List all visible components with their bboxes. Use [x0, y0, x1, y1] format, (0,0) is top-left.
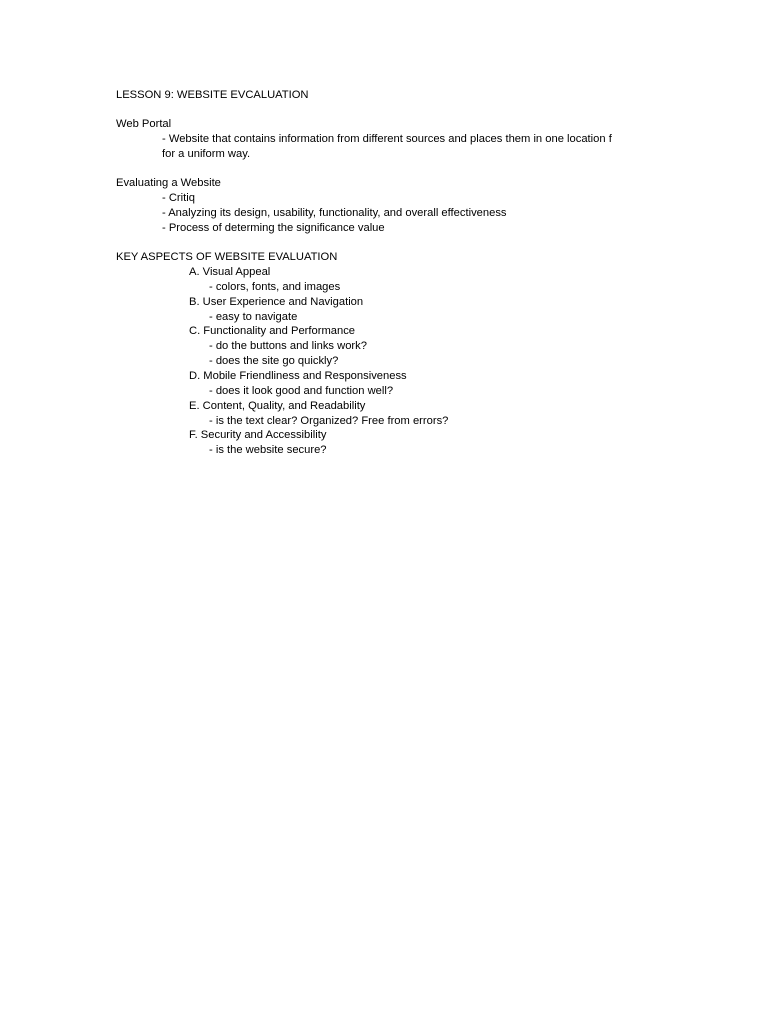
aspect-note: - do the buttons and links work? [209, 340, 367, 352]
aspect-note: - easy to navigate [209, 311, 298, 323]
web-portal-heading: Web Portal [116, 118, 172, 130]
aspect-label: B. User Experience and Navigation [189, 296, 364, 308]
aspect-label: A. Visual Appeal [189, 266, 271, 278]
web-portal-definition-line2: for a uniform way. [162, 148, 251, 160]
evaluating-point: - Analyzing its design, usability, functionality, and overall effectiveness [162, 207, 507, 219]
aspect-note: - colors, fonts, and images [209, 281, 341, 293]
aspect-note: - is the text clear? Organized? Free from errors? [209, 415, 449, 427]
key-aspects-heading: KEY ASPECTS OF WEBSITE EVALUATION [116, 251, 338, 263]
aspect-note: - does the site go quickly? [209, 355, 339, 367]
aspect-note: - does it look good and function well? [209, 385, 394, 397]
evaluating-point: - Critiq [162, 192, 195, 204]
lesson-title: LESSON 9: WEBSITE EVCALUATION [116, 89, 309, 101]
web-portal-definition-line1: - Website that contains information from different sources and places them in one location f [162, 133, 612, 145]
evaluating-point: - Process of determing the significance value [162, 222, 385, 234]
evaluating-heading: Evaluating a Website [116, 177, 221, 189]
aspect-label: E. Content, Quality, and Readability [189, 400, 366, 412]
aspect-label: C. Functionality and Performance [189, 325, 356, 337]
aspect-note: - is the website secure? [209, 444, 327, 456]
aspect-label: F. Security and Accessibility [189, 429, 327, 441]
aspect-label: D. Mobile Friendliness and Responsiveness [189, 370, 407, 382]
